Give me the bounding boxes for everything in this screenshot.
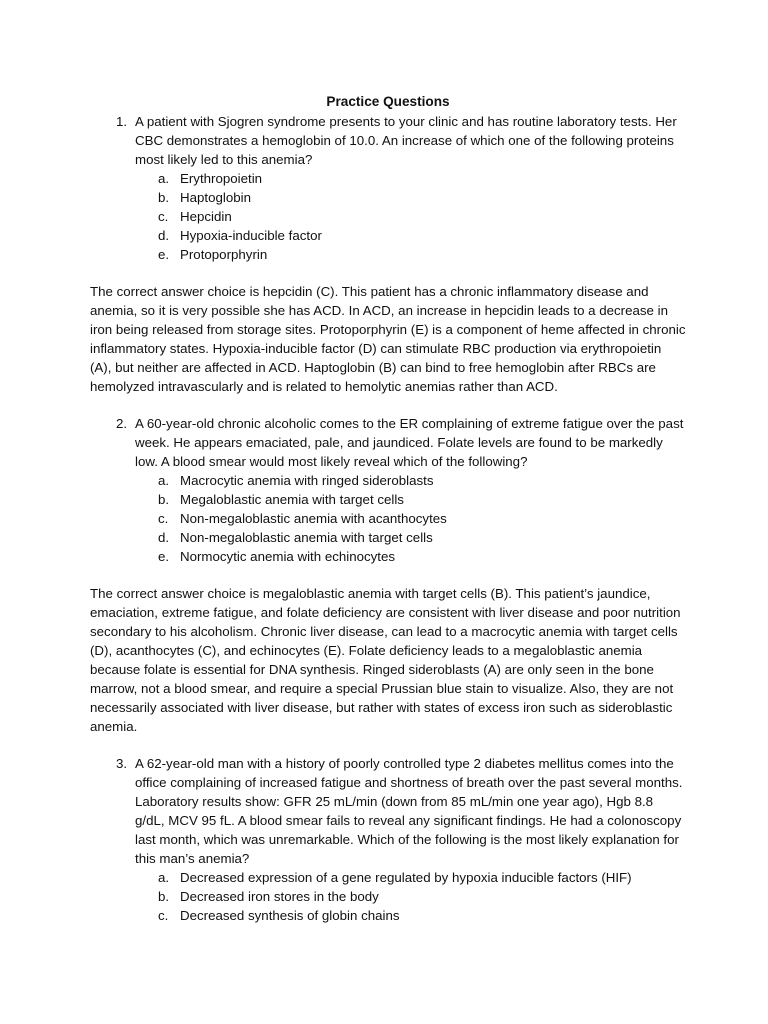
option-letter: d. xyxy=(158,530,170,545)
question-number: 2. xyxy=(116,416,128,431)
option-text: Haptoglobin xyxy=(180,190,251,205)
question-number: 3. xyxy=(116,756,128,771)
option-item xyxy=(90,868,686,887)
option-item xyxy=(90,547,686,566)
answer-options xyxy=(90,868,686,925)
option-letter: a. xyxy=(158,870,170,885)
option-item xyxy=(90,207,686,226)
option-letter: b. xyxy=(158,492,170,507)
option-letter: e. xyxy=(158,247,170,262)
option-item xyxy=(90,887,686,906)
option-text: Non-megaloblastic anemia with target cells xyxy=(180,530,433,545)
option-text: Hypoxia-inducible factor xyxy=(180,228,322,243)
question-text: A 60-year-old chronic alcoholic comes to the ER complaining of extreme fatigue over the past week. He appears emaciated, pale, and jaundiced. Folate levels are found to be markedly low. A blood smear would most likely reveal which of the following? xyxy=(135,416,684,469)
option-letter: d. xyxy=(158,228,170,243)
option-letter: e. xyxy=(158,549,170,564)
option-text: Normocytic anemia with echinocytes xyxy=(180,549,396,564)
answer-explanation-2: The correct answer choice is megaloblastic anemia with target cells (B). This patient’s jaundice, emaciation, extreme fatigue, and folate deficiency are consistent with liver disease and poor nutrition secondary to his alcoholism. Chronic liver disease, can lead to a macrocytic anemia with target cells (D), acanthocytes (C), and echinocytes (E). Folate deficiency leads to a megaloblastic anemia because folate is essential for DNA synthesis. Ringed sideroblasts (A) are only seen in the bone marrow, not a blood smear, and require a special Prussian blue stain to visualize. Also, they are not necessarily associated with liver disease, but rather with states of excess iron such as sideroblastic anemia. xyxy=(90,586,681,734)
answer-options xyxy=(90,169,686,264)
option-text: Decreased iron stores in the body xyxy=(180,889,379,904)
option-item xyxy=(90,528,686,547)
question-text: A 62-year-old man with a history of poorly controlled type 2 diabetes mellitus comes into the office complaining of increased fatigue and shortness of breath over the past several months. Laboratory results show: GFR 25 mL/min (down from 85 mL/min one year ago), Hgb 8.8 g/dL, MCV 95 fL. A blood smear fails to reveal any significant findings. He had a colonoscopy last month, which was unremarkable. Which of the following is the most likely explanation for this man’s anemia? xyxy=(135,756,683,866)
option-letter: c. xyxy=(158,209,169,224)
question-3 xyxy=(90,754,686,868)
option-letter: a. xyxy=(158,473,170,488)
option-text: Protoporphyrin xyxy=(180,247,268,262)
option-item xyxy=(90,471,686,490)
option-text: Decreased synthesis of globin chains xyxy=(180,908,400,923)
option-text: Megaloblastic anemia with target cells xyxy=(180,492,404,507)
question-1 xyxy=(90,112,686,169)
page-title: Practice Questions xyxy=(326,94,450,109)
option-letter: b. xyxy=(158,889,170,904)
question-2 xyxy=(90,414,686,471)
option-text: Erythropoietin xyxy=(180,171,263,186)
option-item xyxy=(90,169,686,188)
option-item xyxy=(90,509,686,528)
option-letter: c. xyxy=(158,511,169,526)
option-item xyxy=(90,906,686,925)
answer-explanation-1: The correct answer choice is hepcidin (C). This patient has a chronic inflammatory disease and anemia, so it is very possible she has ACD. In ACD, an increase in hepcidin leads to a decrease in iron being released from storage sites. Protoporphyrin (E) is a component of heme affected in chronic inflammatory states. Hypoxia-inducible factor (D) can stimulate RBC production via erythropoietin (A), but neither are affected in ACD. Haptoglobin (B) can bind to free hemoglobin after RBCs are hemolyzed intravascularly and is related to hemolytic anemias rather than ACD. xyxy=(90,284,686,394)
document-page xyxy=(90,92,686,925)
option-item xyxy=(90,226,686,245)
option-item xyxy=(90,245,686,264)
option-letter: c. xyxy=(158,908,169,923)
answer-options xyxy=(90,471,686,566)
option-text: Non-megaloblastic anemia with acanthocytes xyxy=(180,511,447,526)
option-item xyxy=(90,490,686,509)
question-number: 1. xyxy=(116,114,128,129)
option-text: Decreased expression of a gene regulated by hypoxia inducible factors (HIF) xyxy=(180,870,632,885)
option-letter: b. xyxy=(158,190,170,205)
option-item xyxy=(90,188,686,207)
question-text: A patient with Sjogren syndrome presents to your clinic and has routine laboratory tests. Her CBC demonstrates a hemoglobin of 10.0. An increase of which one of the following proteins most likely led to this anemia? xyxy=(135,114,677,167)
option-text: Hepcidin xyxy=(180,209,232,224)
option-text: Macrocytic anemia with ringed sideroblasts xyxy=(180,473,434,488)
option-letter: a. xyxy=(158,171,170,186)
